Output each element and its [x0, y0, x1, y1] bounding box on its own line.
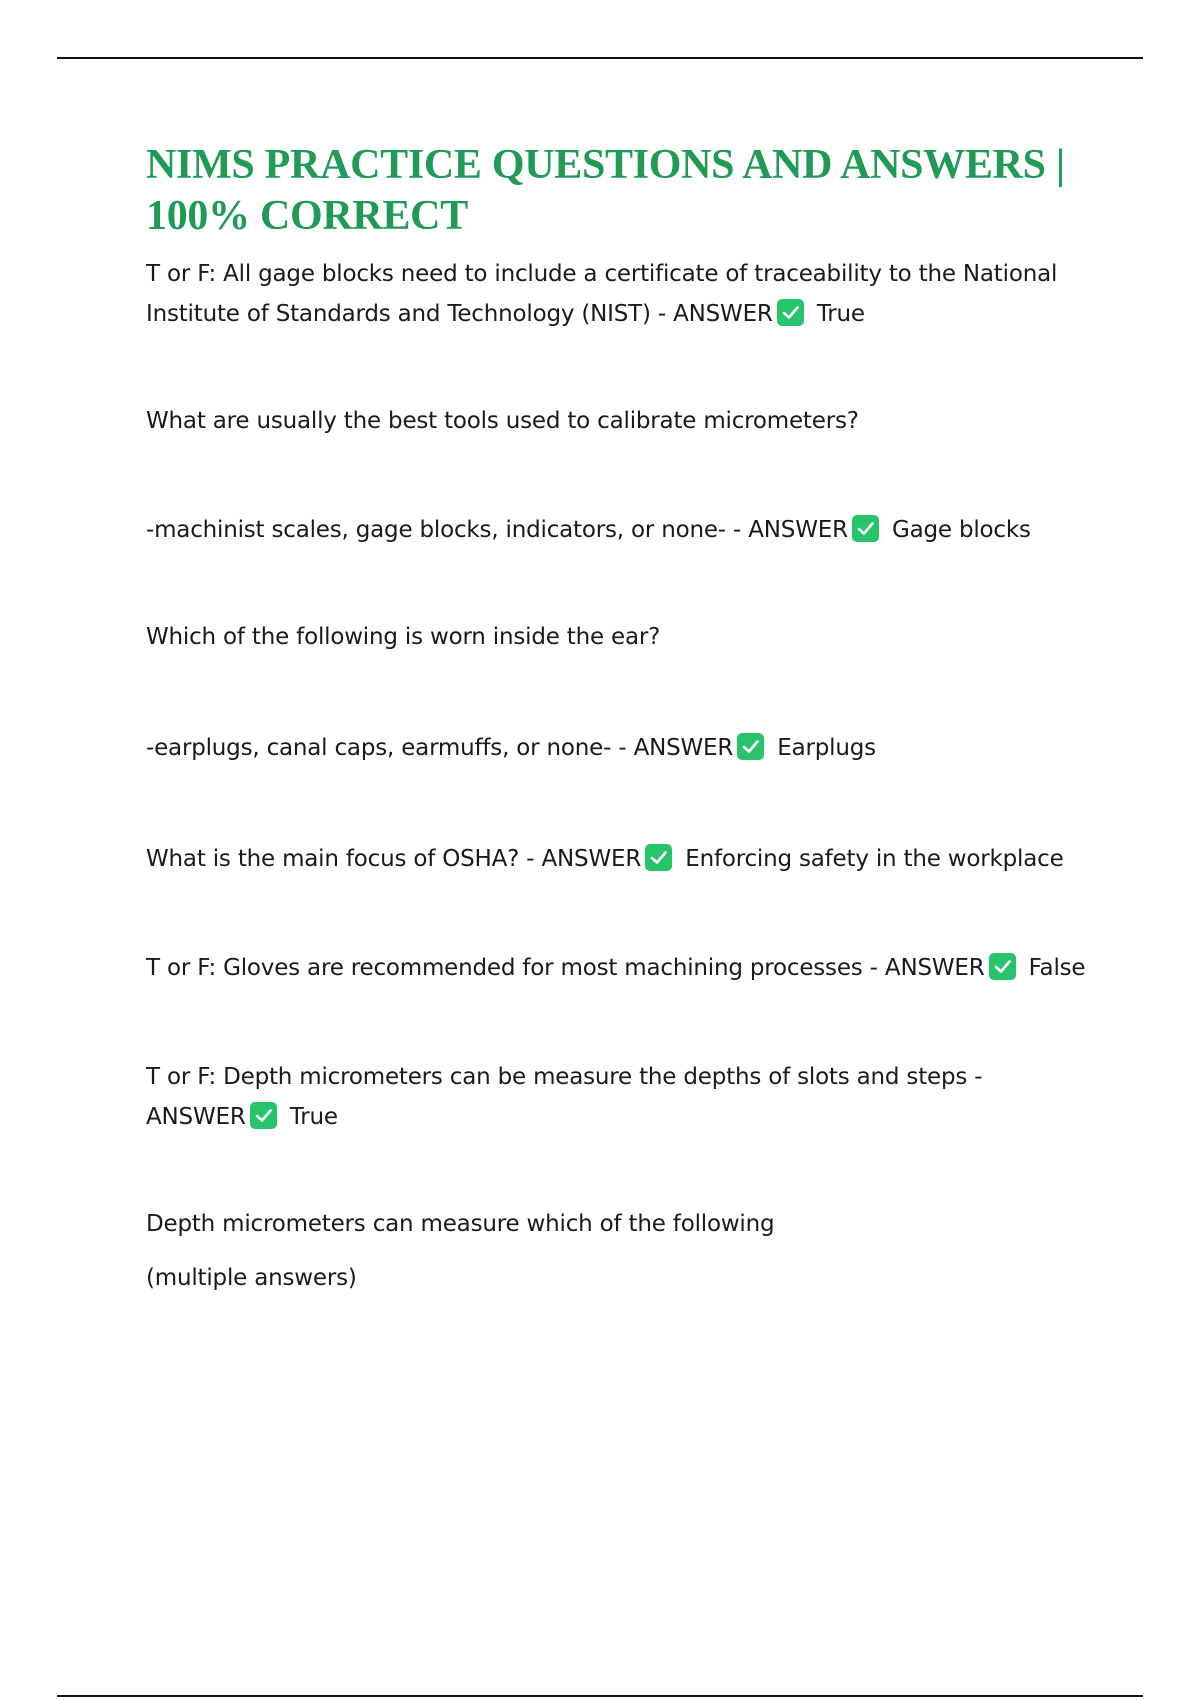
qa-item — [146, 254, 1076, 334]
qa-item — [146, 617, 1086, 657]
bottom-rule — [57, 1695, 1143, 1697]
answer-text: True — [816, 301, 865, 327]
answer-label: ANSWER — [884, 955, 985, 981]
question-text: What are usually the best tools used to calibrate micrometers? — [146, 408, 859, 434]
question-text: Which of the following is worn inside the ear? — [146, 624, 661, 650]
answer-text: Gage blocks — [891, 517, 1031, 543]
answer-label: ANSWER — [146, 1104, 246, 1130]
qa-item — [146, 728, 1086, 768]
check-icon — [989, 953, 1016, 980]
check-icon — [777, 299, 804, 326]
answer-text: Enforcing safety in the workplace — [685, 846, 1064, 872]
question-text: What is the main focus of OSHA? - — [146, 846, 535, 872]
check-icon — [852, 515, 879, 542]
question-text: (multiple answers) — [146, 1265, 357, 1291]
qa-item — [146, 950, 1086, 986]
qa-item — [146, 839, 1086, 879]
question-text: T or F: Gloves are recommended for most machining processes - — [146, 955, 878, 981]
top-rule — [57, 57, 1143, 59]
question-text: -earplugs, canal caps, earmuffs, or none- - — [146, 735, 627, 761]
check-icon — [645, 844, 672, 871]
qa-item — [146, 1057, 1026, 1137]
document-title: NIMS PRACTICE QUESTIONS AND ANSWERS | 100% CORRECT — [146, 142, 1065, 239]
question-text: T or F: Depth micrometers can be measure the depths of slots and steps - — [146, 1064, 983, 1090]
answer-label: ANSWER — [633, 735, 734, 761]
answer-label: ANSWER — [748, 517, 848, 543]
answer-text: False — [1028, 955, 1086, 981]
qa-item — [146, 1204, 1086, 1244]
question-text: T or F: All gage blocks need to include a certificate of traceability to the National Institute of Standards and Technology (NIST) - — [146, 261, 1058, 327]
check-icon — [250, 1102, 277, 1129]
qa-item — [146, 1258, 1086, 1298]
answer-label: ANSWER — [541, 846, 642, 872]
check-icon — [737, 733, 764, 760]
question-text: -machinist scales, gage blocks, indicators, or none- - — [146, 517, 742, 543]
answer-text: Earplugs — [777, 735, 876, 761]
answer-label: ANSWER — [673, 301, 773, 327]
qa-item — [146, 401, 1086, 441]
document-body — [146, 140, 1086, 1298]
answer-text: True — [289, 1104, 338, 1130]
question-text: Depth micrometers can measure which of the following — [146, 1211, 775, 1237]
qa-item — [146, 510, 1086, 550]
